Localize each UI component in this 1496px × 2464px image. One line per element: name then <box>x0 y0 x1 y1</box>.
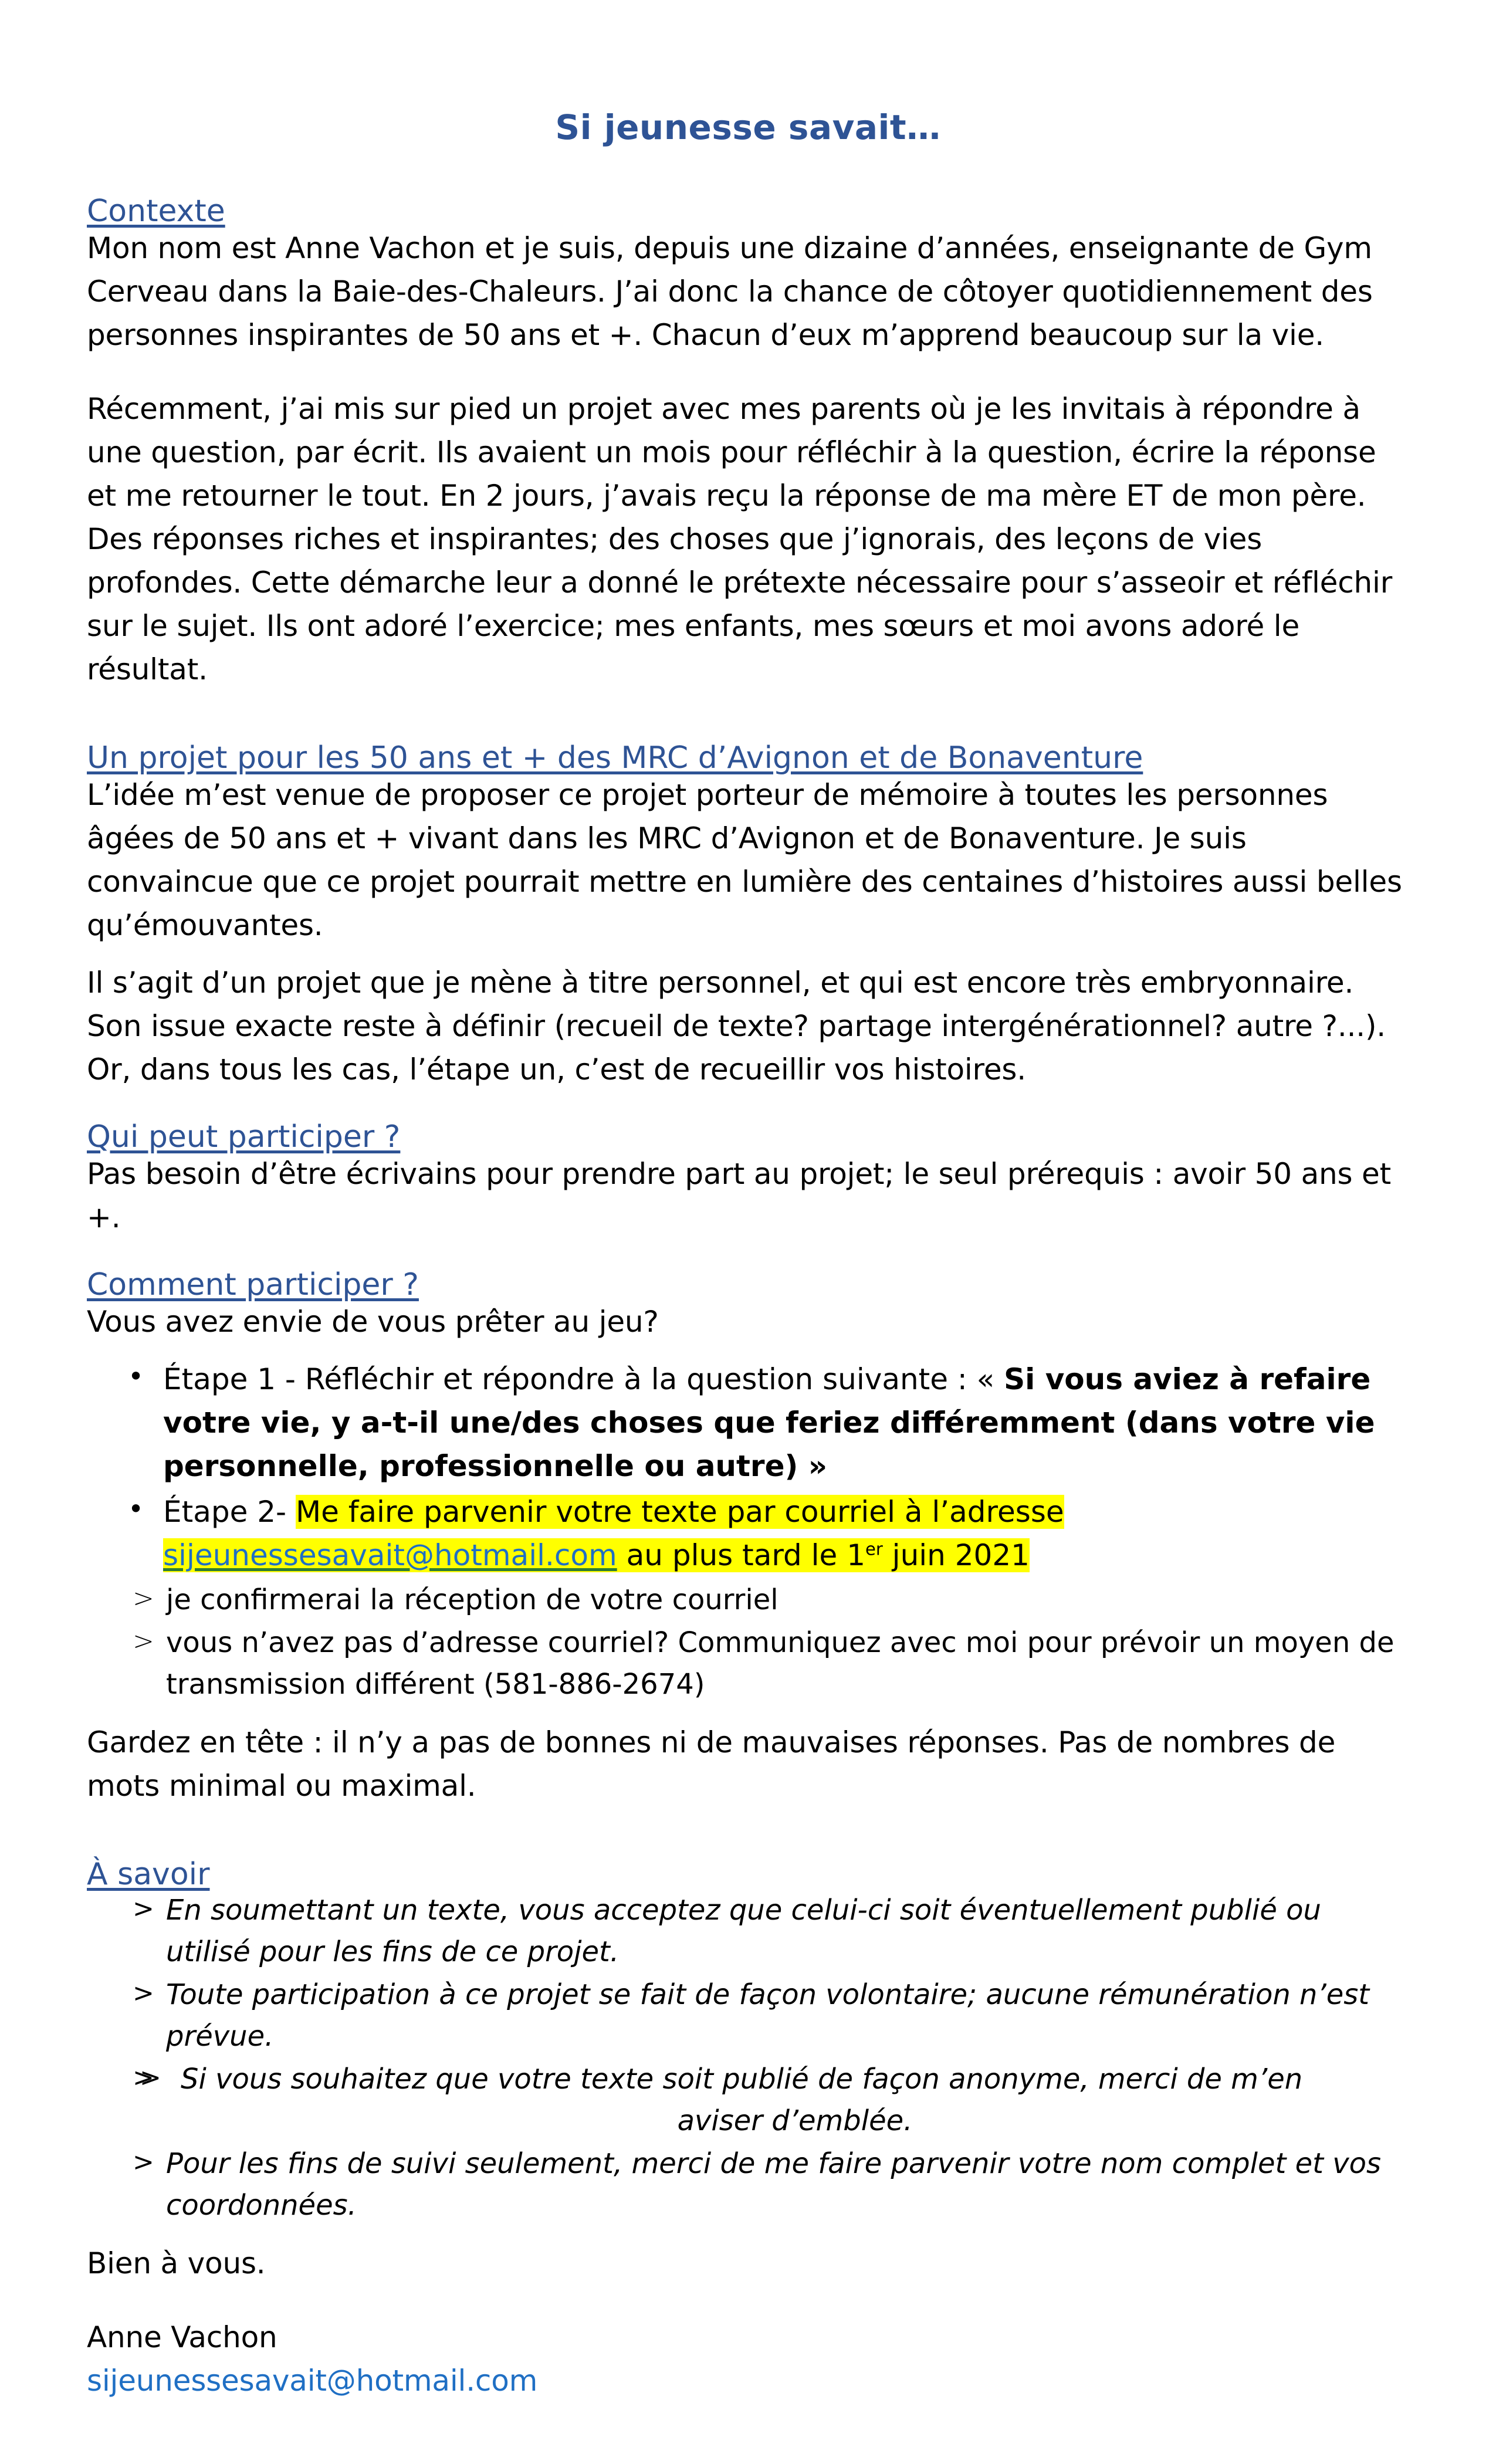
closing-salutation: Bien à vous. <box>87 2246 266 2281</box>
signature-email-link[interactable]: sijeunessesavait@hotmail.com <box>87 2364 538 2398</box>
list-item: > vous n’avez pas d’adresse courriel? Communiquez avec moi pour prévoir un moyen de transmission différent (581-886-2674) <box>87 1622 1409 1705</box>
list-item-nested-wrapper <box>87 2059 1409 2142</box>
spacer <box>87 1239 1409 1270</box>
nested-item-line-2: aviser d’emblée. <box>677 2104 913 2138</box>
projet-paragraph-1: L’idée m’est venue de proposer ce projet porteur de mémoire à toutes les personnes âgées de 50 ans et + vivant dans les MRC d’Avignon et de Bonaventure. Je suis convaincue que ce projet pourrait mettre en lumière des centaines d’histoires aussi belles qu’émouvantes. <box>87 778 1402 942</box>
comment-participer-closing-note: Gardez en tête : il n’y a pas de bonnes ni de mauvaises réponses. Pas de nombres de mots minimal ou maximal. <box>87 1725 1336 1803</box>
section-heading-comment-participer: Comment participer ? <box>87 1267 419 1302</box>
section-heading-contexte: Contexte <box>87 194 225 229</box>
spacer <box>87 691 1409 743</box>
etape-2-ordinal-suffix: er <box>865 1539 883 1559</box>
contexte-paragraph-2: Récemment, j’ai mis sur pied un projet avec mes parents où je les invitais à répondre à une question, par écrit. Ils avaient un mois pour réfléchir à la question, écrire la réponse et me retourner le tout. En 2 jours, j’avais reçu la réponse de ma mère ET de mon père. Des réponses riches et inspirantes; des choses que j’ignorais, des leçons de vies profondes. Cette démarche leur a donné le prétexte nécessaire pour s’asseoir et réfléchir sur le sujet. Ils ont adoré l’exercice; mes enfants, mes sœurs et moi avons adoré le résultat. <box>87 392 1393 686</box>
contexte-paragraph-1: Mon nom est Anne Vachon et je suis, depuis une dizaine d’années, enseignante de Gym Cerveau dans la Baie-des-Chaleurs. J’ai donc la chance de côtoyer quotidiennement des personnes inspirantes de 50 ans et +. Chacun d’eux m’apprend beaucoup sur la vie. <box>87 231 1373 352</box>
list-item: > En soumettant un texte, vous acceptez que celui-ci soit éventuellement publié ou utilisé pour les fins de ce projet. <box>87 1890 1409 1973</box>
etape-1-prefix: Étape 1 - Réfléchir et répondre à la question suivante : « <box>163 1362 1004 1396</box>
etape-2-text-before-email: Me faire parvenir votre texte par courriel à l’adresse <box>295 1495 1064 1529</box>
a-savoir-list <box>87 1890 1409 2226</box>
etape-1-question: Si vous aviez à refaire votre vie, y a-t-il une/des choses que feriez différemment (dans votre vie personnelle, professionnelle ou autre) » <box>163 1362 1375 1483</box>
etape-2-text-after-email-a: au plus tard le 1 <box>617 1538 866 1572</box>
spacer <box>87 1091 1409 1122</box>
etape-2-highlighted-text <box>163 1495 1064 1572</box>
list-item-etape-2 <box>87 1490 1409 1577</box>
projet-paragraph-2: Il s’agit d’un projet que je mène à titre personnel, et qui est encore très embryonnaire. Son issue exacte reste à définir (recueil de texte? partage intergénérationnel? autre ?...). Or, dans tous les cas, l’étape un, c’est de recueillir vos histoires. <box>87 966 1386 1087</box>
spacer <box>87 2228 1409 2242</box>
comment-participer-steps <box>87 1358 1409 1577</box>
email-link-inline[interactable]: sijeunessesavait@hotmail.com <box>163 1538 617 1572</box>
section-heading-a-savoir: À savoir <box>87 1857 210 1893</box>
etape-2-text-after-email-b: juin 2021 <box>882 1538 1030 1572</box>
section-heading-projet: Un projet pour les 50 ans et + des MRC d’Avignon et de Bonaventure <box>87 740 1143 776</box>
qui-peut-participer-paragraph: Pas besoin d’être écrivains pour prendre part au projet; le seul prérequis : avoir 50 ans et +. <box>87 1157 1392 1234</box>
etape-2-prefix: Étape 2- <box>163 1495 296 1529</box>
signature-name: Anne Vachon <box>87 2320 277 2355</box>
a-savoir-nested-list <box>110 2059 1409 2142</box>
spacer <box>87 2285 1409 2316</box>
list-item-nested <box>110 2059 1409 2142</box>
spacer <box>87 144 1409 196</box>
section-heading-qui-peut-participer: Qui peut participer ? <box>87 1119 401 1155</box>
list-item-etape-1 <box>87 1358 1409 1488</box>
spacer <box>87 1343 1409 1358</box>
spacer <box>87 947 1409 961</box>
list-item: > Pour les fins de suivi seulement, merci de me faire parvenir votre nom complet et vos coordonnées. <box>87 2143 1409 2226</box>
nested-item-line-1: Si vous souhaitez que votre texte soit publié de façon anonyme, merci de m’en <box>181 2063 1303 2096</box>
spacer <box>87 1808 1409 1859</box>
page-title: Si jeunesse savait… <box>555 107 941 147</box>
spacer <box>87 1707 1409 1721</box>
list-item: > Toute participation à ce projet se fait de façon volontaire; aucune rémunération n’est prévue. <box>87 1974 1409 2057</box>
spacer <box>87 357 1409 387</box>
etape-2-sub-items <box>87 1579 1409 1705</box>
list-item: > je confirmerai la réception de votre courriel <box>87 1579 1409 1621</box>
comment-participer-intro: Vous avez envie de vous prêter au jeu? <box>87 1305 659 1339</box>
